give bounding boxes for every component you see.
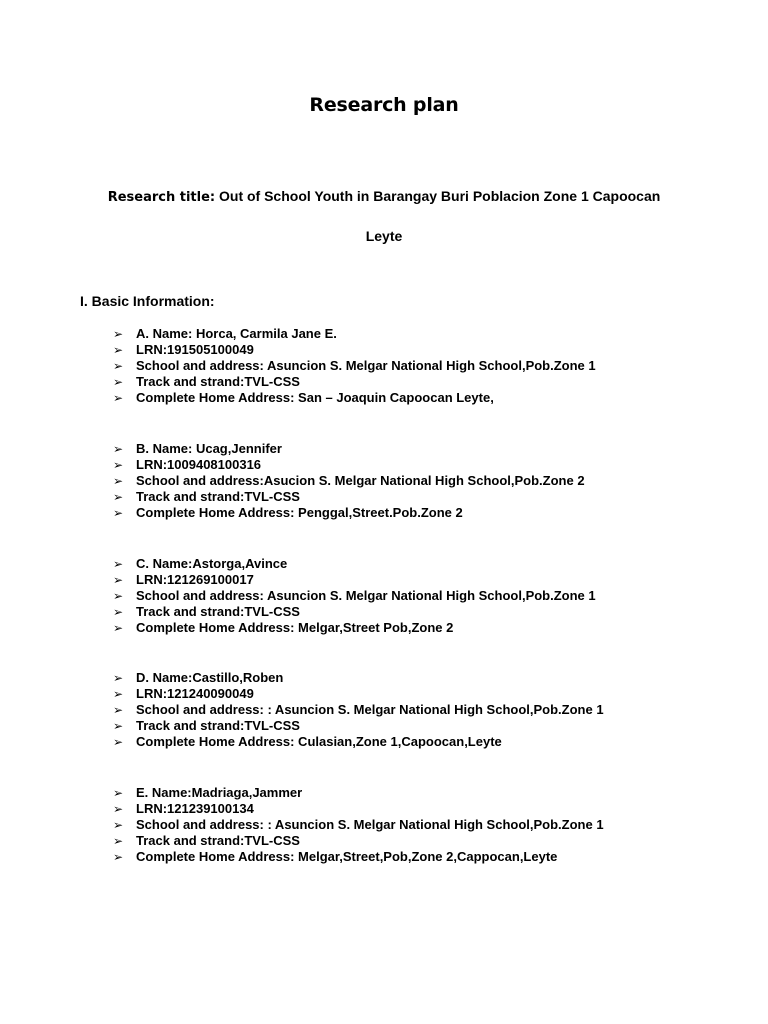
arrow-bullet-icon: ➢ <box>113 391 124 405</box>
arrow-bullet-icon: ➢ <box>113 735 124 749</box>
entry-a-track: ➢ Track and strand:TVL-CSS <box>113 374 300 389</box>
arrow-bullet-icon: ➢ <box>113 834 124 848</box>
entry-d-lrn: ➢ LRN:121240090049 <box>113 686 254 701</box>
arrow-bullet-icon: ➢ <box>113 818 124 832</box>
arrow-bullet-icon: ➢ <box>113 343 124 357</box>
section-heading-basic-info: I. Basic Information: <box>80 293 215 309</box>
entry-c-name: ➢ C. Name:Astorga,Avince <box>113 556 288 571</box>
entry-e-lrn: ➢ LRN:121239100134 <box>113 801 254 816</box>
arrow-bullet-icon: ➢ <box>113 671 124 685</box>
entry-d-school: ➢ School and address: : Asuncion S. Melgar National High School,Pob.Zone 1 <box>113 702 604 717</box>
arrow-bullet-icon: ➢ <box>113 621 124 635</box>
entry-c-school: ➢ School and address: Asuncion S. Melgar National High School,Pob.Zone 1 <box>113 588 596 603</box>
entry-a-address: ➢ Complete Home Address: San – Joaquin Capoocan Leyte, <box>113 390 494 405</box>
arrow-bullet-icon: ➢ <box>113 557 124 571</box>
entry-d-track: ➢ Track and strand:TVL-CSS <box>113 718 300 733</box>
entry-a-lrn: ➢ LRN:191505100049 <box>113 342 254 357</box>
arrow-bullet-icon: ➢ <box>113 474 124 488</box>
entry-b-school: ➢ School and address:Asucion S. Melgar National High School,Pob.Zone 2 <box>113 473 585 488</box>
entry-b-address: ➢ Complete Home Address: Penggal,Street.Pob.Zone 2 <box>113 505 463 520</box>
arrow-bullet-icon: ➢ <box>113 506 124 520</box>
arrow-bullet-icon: ➢ <box>113 802 124 816</box>
arrow-bullet-icon: ➢ <box>113 687 124 701</box>
arrow-bullet-icon: ➢ <box>113 719 124 733</box>
arrow-bullet-icon: ➢ <box>113 573 124 587</box>
research-title-text-cont: Leyte <box>365 228 403 244</box>
entry-b-name: ➢ B. Name: Ucag,Jennifer <box>113 441 282 456</box>
research-title <box>80 177 688 255</box>
entry-d-address: ➢ Complete Home Address: Culasian,Zone 1,Capoocan,Leyte <box>113 734 502 749</box>
arrow-bullet-icon: ➢ <box>113 442 124 456</box>
entry-a-school: ➢ School and address: Asuncion S. Melgar National High School,Pob.Zone 1 <box>113 358 596 373</box>
entry-c-address: ➢ Complete Home Address: Melgar,Street Pob,Zone 2 <box>113 620 454 635</box>
entry-d-name: ➢ D. Name:Castillo,Roben <box>113 670 284 685</box>
entry-c-list <box>113 556 596 636</box>
arrow-bullet-icon: ➢ <box>113 786 124 800</box>
arrow-bullet-icon: ➢ <box>113 703 124 717</box>
entry-e-address: ➢ Complete Home Address: Melgar,Street,Pob,Zone 2,Cappocan,Leyte <box>113 849 558 864</box>
arrow-bullet-icon: ➢ <box>113 490 124 504</box>
arrow-bullet-icon: ➢ <box>113 458 124 472</box>
document-title: Research plan <box>309 94 459 116</box>
arrow-bullet-icon: ➢ <box>113 327 124 341</box>
arrow-bullet-icon: ➢ <box>113 375 124 389</box>
entry-e-track: ➢ Track and strand:TVL-CSS <box>113 833 300 848</box>
entry-e-list <box>113 785 604 865</box>
arrow-bullet-icon: ➢ <box>113 850 124 864</box>
entry-c-track: ➢ Track and strand:TVL-CSS <box>113 604 300 619</box>
entry-d-list <box>113 670 604 750</box>
research-title-label: Research title: <box>107 190 216 205</box>
research-title-text: Out of School Youth in Barangay Buri Poblacion Zone 1 Capoocan <box>219 188 661 204</box>
entry-b-lrn: ➢ LRN:1009408100316 <box>113 457 262 472</box>
entry-b-track: ➢ Track and strand:TVL-CSS <box>113 489 300 504</box>
entry-e-name: ➢ E. Name:Madriaga,Jammer <box>113 785 303 800</box>
entry-a-name: ➢ A. Name: Horca, Carmila Jane E. <box>113 326 337 341</box>
arrow-bullet-icon: ➢ <box>113 359 124 373</box>
arrow-bullet-icon: ➢ <box>113 605 124 619</box>
entry-e-school: ➢ School and address: : Asuncion S. Melgar National High School,Pob.Zone 1 <box>113 817 604 832</box>
entry-b-list <box>113 441 585 521</box>
entry-a-list <box>113 326 596 406</box>
entry-c-lrn: ➢ LRN:121269100017 <box>113 572 254 587</box>
arrow-bullet-icon: ➢ <box>113 589 124 603</box>
